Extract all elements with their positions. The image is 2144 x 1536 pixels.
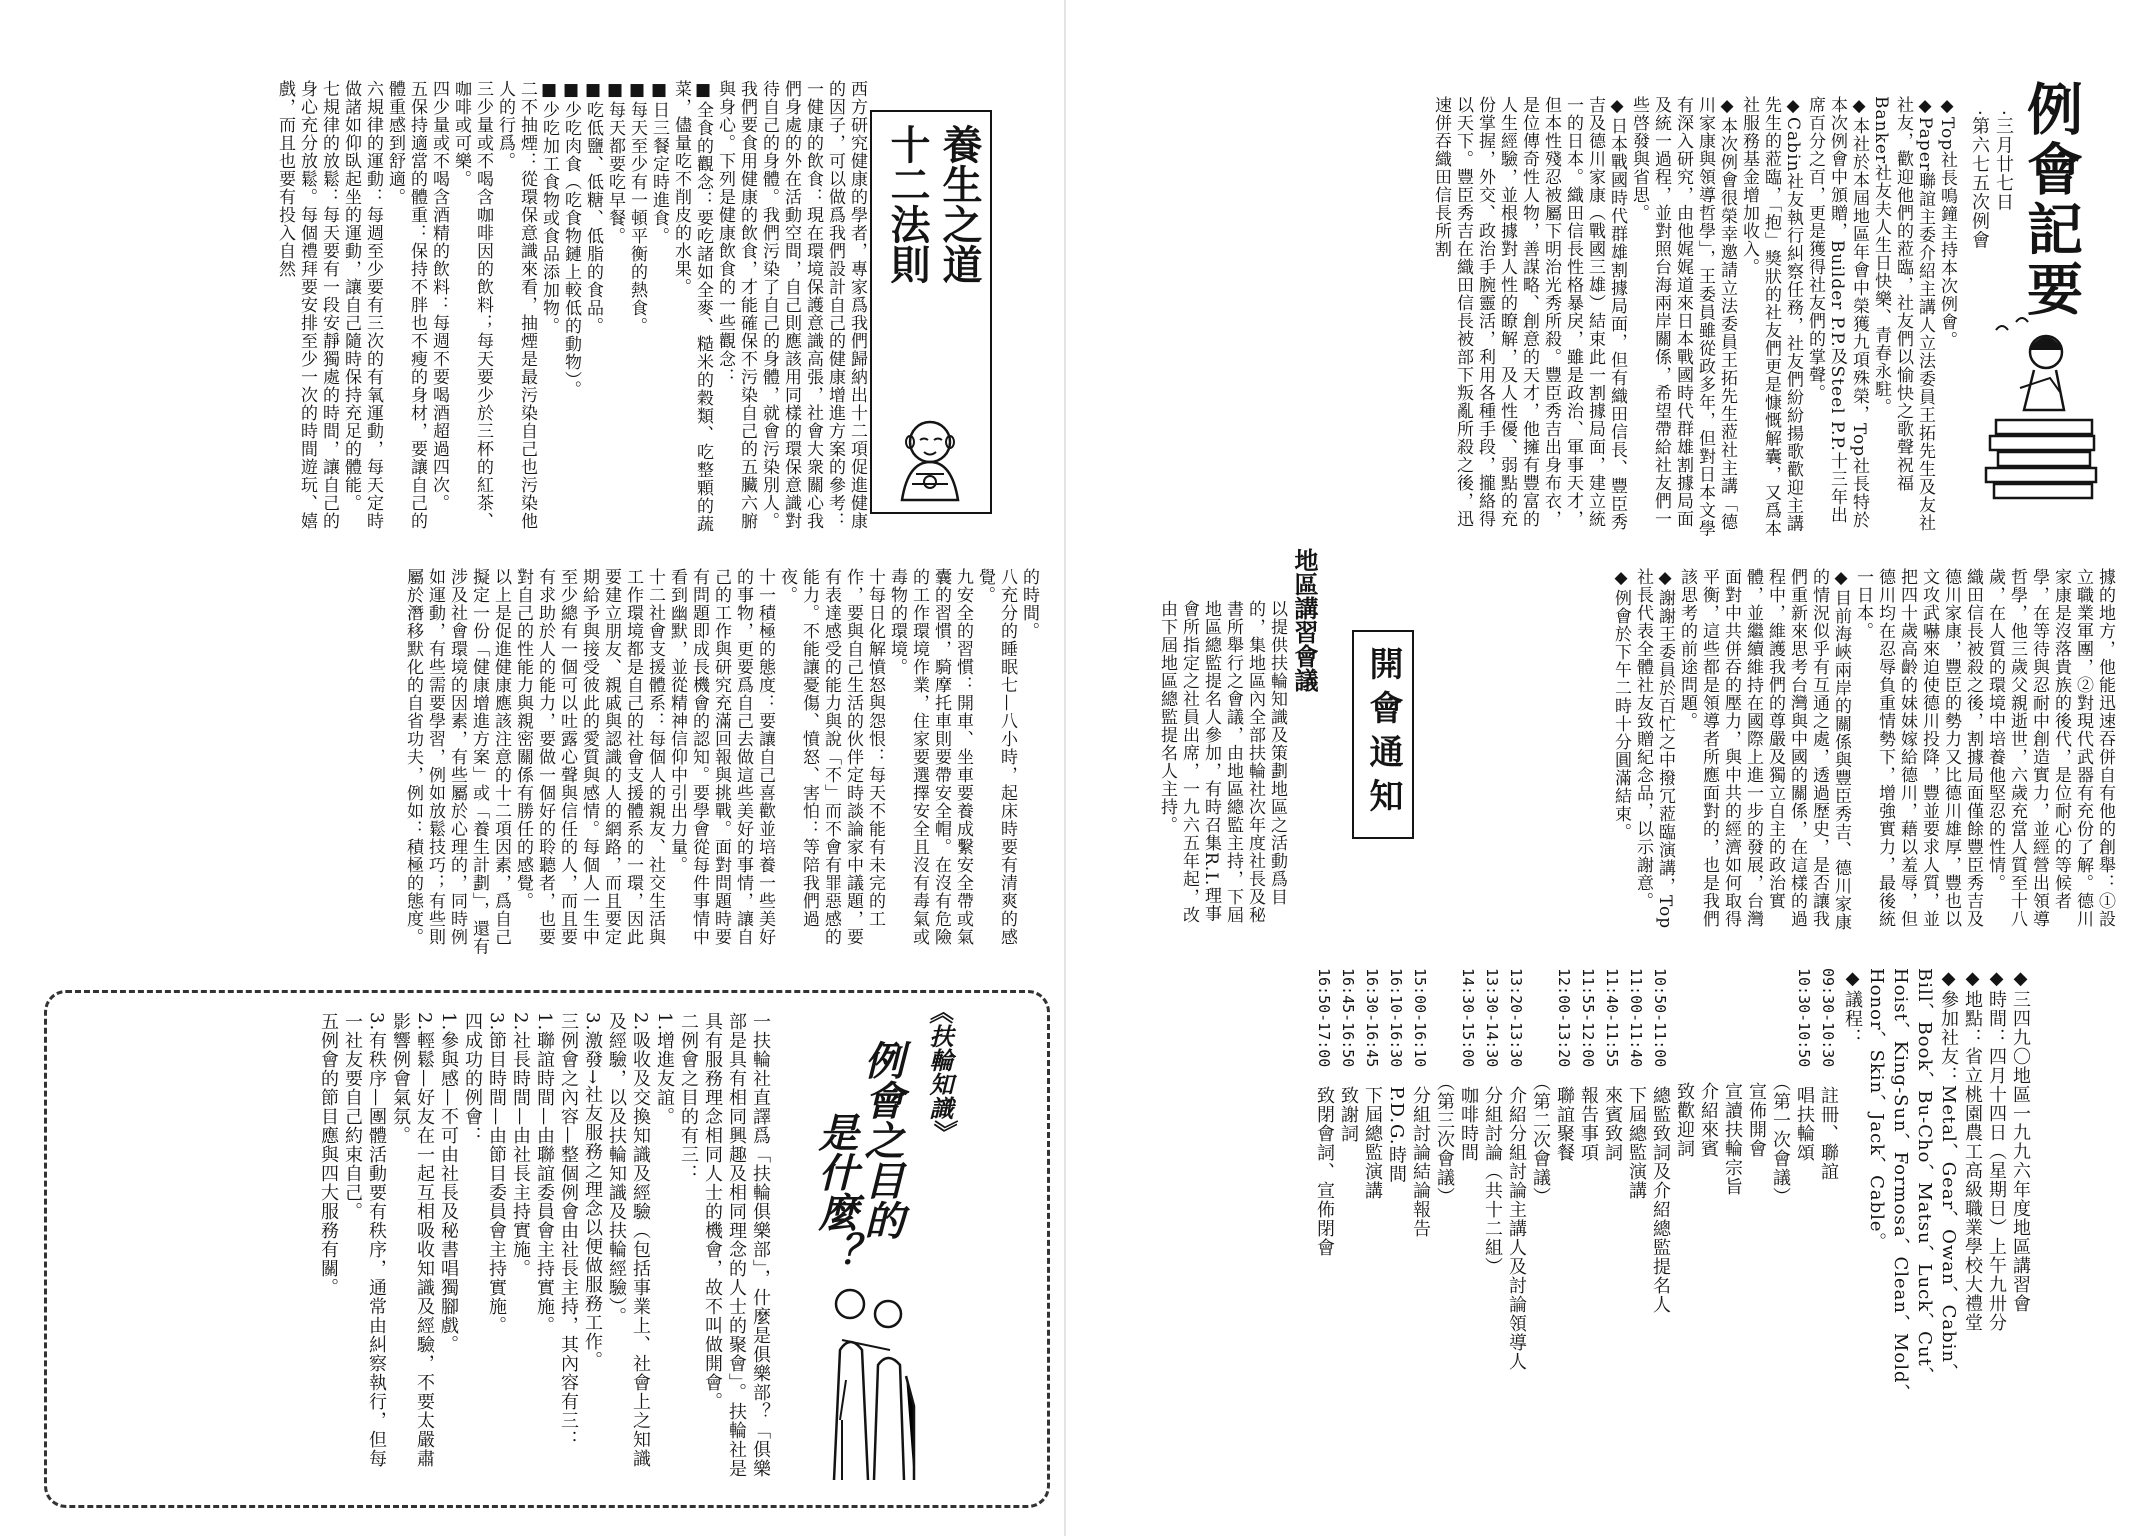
rotary-section-2b: 2.吸收及交換知識及經驗（包括事業上、社會上之知識及經驗，以及扶輪知識及扶輪經驗）。: [606, 1012, 651, 1469]
schedule-item: 總監致詞及介紹總監提名人: [1650, 1086, 1671, 1315]
schedule-row: [1816, 968, 1840, 1420]
rotary-section-3a: 1.聯誼時間—由聯誼委員會主持實施。: [534, 1012, 555, 1336]
schedule-row: [1384, 968, 1408, 1420]
schedule-time: 13:30-14:30: [1483, 968, 1501, 1068]
rotary-section-4c: 3.有秩序—團體活動要有秩序，通常由糾察執行，但每一社友要自己約束自己。: [342, 1012, 387, 1469]
schedule-item: 下屆總監演講: [1626, 1086, 1647, 1201]
schedule-row: [1552, 968, 1576, 1420]
health-title-line1: 養生之道: [936, 124, 982, 284]
health-title-box: [870, 110, 992, 514]
schedule-item: 宣讀扶輪宗旨: [1722, 1082, 1743, 1196]
health-item-2: 二不抽煙：從環保意識來看，抽煙是最污染自己也污染他人的行爲。: [495, 80, 537, 530]
schedule-item: 下屆總監演講: [1362, 1086, 1383, 1201]
schedule-time: 12:00-13:20: [1555, 968, 1573, 1068]
minutes-item-5: ◆本次例會很榮幸邀請立法委員王拓先生蒞社主講「德川家康與領導哲學」，王委員雖從政多年，但對日本文學有深入研究，由他娓娓道來日本戰國時代群雄割據局面及統一過程，並對照台海兩岸關係，希望帶給社友們一些啓發與省思。: [1629, 96, 1737, 538]
schedule-row: [1480, 968, 1504, 1420]
rotary-section-3b: 2.社長時間—由社長主持實施。: [510, 1012, 531, 1279]
health-item-1f: ■少吃肉食（吃食物鏈上較低的動物）。: [561, 80, 581, 399]
monk-illustration: [882, 412, 978, 504]
schedule-time: 11:55-12:00: [1579, 968, 1597, 1068]
training-text: 以提供扶輪知識及策劃地區之活動爲目的，集地區內全部扶輪社次年度社長及秘書所舉行之會議，由地區總監主持，下屆地區總監提名人參加，有時召集R.I.理事會所指定之社員出席，一九六五年起，改由下屆地區總監提名人主持。: [1157, 600, 1287, 924]
schedule-item: （第二次會議）: [1530, 1082, 1551, 1206]
schedule-row: [1696, 968, 1720, 1420]
health-intro: 西方研究健康的學者，專家爲我們歸納出十二項促進健康的因子，可以做爲我們設計自己的健康增進方案的參考：: [825, 80, 867, 530]
schedule-item: 致閉會詞、宣佈閉會: [1314, 1086, 1335, 1258]
notice-time: ◆時間：四月十四日（星期日）上午九卅分: [1986, 968, 2007, 1332]
schedule-time: 16:45-16:50: [1339, 968, 1357, 1068]
health-item-1c: ■每天至少有一頓平衡的熱食。: [627, 80, 647, 335]
minutes-meeting-number: ·第六七五次例會: [1969, 110, 1990, 250]
schedule-item: 咖啡時間: [1458, 1086, 1479, 1163]
schedule-time: 16:50-17:00: [1315, 968, 1333, 1068]
notice-location: ◆地點：省立桃園農工高級職業學校大禮堂: [1962, 968, 1983, 1332]
elderly-couple-illustration: [812, 1280, 922, 1490]
schedule-row: [1576, 968, 1600, 1420]
rotary-section-4b: 2.輕鬆—好友在一起互相吸收知識及經驗，不要太嚴肅影響例會氣氛。: [390, 1012, 435, 1469]
rotary-section-4a: 1.參與感—不可由社長及秘書唱獨腳戲。: [438, 1012, 459, 1355]
rotary-section-5: 五例會的節目應與四大服務有關。: [318, 1012, 339, 1297]
schedule-item: 分組討論結論報告: [1410, 1086, 1431, 1239]
rotary-section-2a: 1.增進友誼。: [654, 1012, 675, 1127]
notice-title-box: [1352, 630, 1414, 839]
minutes-item-3: ◆本社於本屆地區年會中榮獲九項殊榮，Top社長特於本次例會中頒贈，Builder P.P.及Steel P.P.十三年出席百分之百，更是獲得社友們的掌聲。: [1805, 96, 1869, 530]
health-item-9: 九安全的習慣：開車、坐車要養成繫安全帶或氣囊的習慣，騎摩托車則要帶安全帽。在沒有危險的工作環境作業，住家要選擇安全且沒有毒氣或毒物的環境。: [887, 568, 973, 946]
health-item-5: 五保持適當的體重：保持不胖也不瘦的身材，要讓自己的體重感到舒適。: [385, 80, 427, 530]
health-item-6: 六規律的運動：每週至少要有三次的有氧運動，每天定時做諸如仰臥起坐的運動，讓自己隨時保持充足的體能。: [341, 80, 383, 530]
schedule-row: [1360, 968, 1384, 1420]
schedule-row: [1432, 968, 1456, 1420]
minutes-item-1: ◆Top社長鳴鐘主持本次例會。: [1937, 96, 1957, 350]
schedule-row: [1624, 968, 1648, 1420]
schedule-time: 11:40-11:55: [1603, 968, 1621, 1068]
minutes-item-9: ◆謝謝王委員於百忙之中撥冗蒞臨演講，Top社長代表全體社友致贈紀念品，以示謝意。: [1633, 568, 1675, 930]
schedule-time: 13:20-13:30: [1507, 968, 1525, 1068]
schedule-time: 16:10-16:30: [1387, 968, 1405, 1068]
health-item-10: 十每日化解憤怒與怨恨：每天不能有未完的工作，要與自己生活的伙伴定時談論家中議題，要有表達感受的能力與說「不」而不會有罪惡感的能力。不能讓憂傷、憤怒、害怕：等陪我們過夜。: [777, 568, 885, 946]
schedule-row: [1600, 968, 1624, 1420]
health-item-1g: ■少吃加工食物或食品添加物。: [539, 80, 559, 335]
schedule-item: 報告事項: [1578, 1086, 1599, 1163]
health-text-middle: [30, 568, 1040, 958]
schedule-time: 14:30-15:00: [1459, 968, 1477, 1068]
page-fold: [1064, 0, 1066, 1536]
schedule-item: 唱扶輪頌: [1794, 1086, 1815, 1163]
schedule-time: 16:30-16:45: [1363, 968, 1381, 1068]
rotary-section-4: 四成功的例會：: [462, 1012, 483, 1145]
rotary-title-line2: 是什麼？: [812, 1112, 858, 1272]
minutes-date: ·三月廿七日: [1993, 110, 2014, 212]
schedule-row: [1528, 968, 1552, 1420]
health-closing: 以上是促進健康應該注意的十二項因素，爲自己擬定一份「健康增進方案」或「養生計劃」，還有涉及社會環境的因素，有些屬於心理的，同時例如運動，有些需要學習，例如放鬆技巧；有些則屬於潛移默化的自省功夫，例如：積極的態度。: [403, 568, 511, 956]
schedule-row: [1408, 968, 1432, 1420]
health-text-top: [18, 80, 868, 540]
health-title-line2: 十二法則: [884, 124, 930, 284]
health-item-1d: ■每天都要吃早餐。: [605, 80, 625, 245]
schedule-item: （第一次會議）: [1770, 1082, 1791, 1206]
training-title: 地區講習會議: [1290, 548, 1318, 692]
minutes-text-middle: [1420, 568, 2116, 940]
schedule-time: 15:00-16:10: [1411, 968, 1429, 1068]
health-item-7: 七規律的放鬆：每天要有一段安靜獨處的時間，讓自己的身心充分放鬆。每個禮拜要安排至少一次的時間遊玩、嬉戲，而且也要有投入自然: [275, 80, 339, 530]
schedule-item: P.D.G.時間: [1386, 1086, 1407, 1184]
rotary-knowledge-tag: 《扶輪知識》: [925, 1000, 953, 1144]
schedule-row: [1456, 968, 1480, 1420]
notice-title: 開會通知: [1363, 646, 1403, 822]
schedule-row: [1336, 968, 1360, 1420]
schedule-item: （第三次會議）: [1434, 1082, 1455, 1206]
rotary-section-3c: 3.節目時間—由節目委員會主持實施。: [486, 1012, 507, 1336]
schedule-time: 10:30-10:50: [1795, 968, 1813, 1068]
health-item-11: 十一積極的態度：要讓自己喜歡並培養一些美好的事物，更要爲自己去做這些美好的事情，讓自己的工作與研究充滿回報與挑戰。面對問題時要有問題即成長機會的認知。要學會從每件事情中看到幽默，並從精神信仰中引出力量。: [667, 568, 775, 946]
health-item-8: 八充分的睡眠七—八小時，起床時要有清爽的感覺。: [975, 568, 1017, 946]
schedule-time: 11:00-11:40: [1627, 968, 1645, 1068]
notice-agenda-label: ◆議程：: [1842, 968, 1863, 1047]
rotary-section-2c: 3.激發→社友服務之理念以便做服務工作。: [582, 1012, 603, 1371]
schedule-time: 10:50-11:00: [1651, 968, 1669, 1068]
schedule-item: 註冊、聯誼: [1818, 1086, 1839, 1182]
rotary-knowledge-text: [62, 1012, 772, 1482]
minutes-text-top: [1150, 96, 1958, 541]
schedule-row: [1504, 968, 1528, 1420]
health-item-1a: ■全食的觀念：要吃諸如全麥、糙米的穀類、吃整顆的蔬菜，儘量吃不削皮的水果。: [671, 80, 713, 533]
health-item-7-cont: 的時間。: [1019, 568, 1039, 640]
schedule-row: [1792, 968, 1816, 1420]
minutes-item-6: ◆日本戰國時代群雄割據局面，但有織田信長、豐臣秀吉及德川家康（戰國三雄）結束此一割據局面，建立統一的日本。織田信長性格暴戾，雖是政治、軍事天才，但本性殘忍被屬下明治光秀所殺。豐臣秀吉出身布衣，是位傳奇性人物，善謀略、創意的天才，他擁有豐富的人生經驗，並根據對人性的瞭解，及人性優、弱點的充份掌握，外交、政治手腕靈活，利用各種手段，攏絡得以天下。豐臣秀吉在織田信長被部下叛亂所殺之後，迅速併吞織田信長所割: [1431, 96, 1627, 531]
minutes-item-8: ◆目前海峽兩岸的關係與豐臣秀吉、德川家康的情況似乎有互通之處，透過歷史，是否讓我們重新來思考台灣與中國的關係，在這樣的過程中，維護我們的尊嚴及獨立自主的政治實體，並繼續維持在國際上進一步的發展，台灣面對中共併吞的壓力，與中共的經濟如何取得平衡，這些都是領導者所應面對的，也是我們該思考的前途問題。: [1677, 568, 1851, 931]
schedule-item: 聯誼聚餐: [1554, 1086, 1575, 1163]
schedule-row: [1768, 968, 1792, 1420]
minutes-item-7: 織田信長被殺之後，割據局面僅餘豐臣秀吉及德川家康，豐臣的勢力又比德川雄厚，豐也以文攻武嚇來迫使德川投降，豐並要求人質，並把四十歲高齡的妹妹嫁給德川，藉以羞辱，但德川均在忍辱負重情勢下，增強實力，最後統一日本。: [1853, 568, 1983, 928]
notice-details: [1150, 968, 2032, 1420]
health-item-12: 十二社會支援體系：每個人的親友、社交生活與工作環境都是自己的社會支援體系的一環，因此要建立朋友、親戚與認識的人的網路，而且要定期給予與接受彼此的愛質與感情。每個人一生中至少總有一個可以吐露心聲與信任的人，而且要有求助於人的能力，要做一個好的聆聽者，也要對自己的性能力與親密關係有勝任的感覺。: [513, 568, 665, 946]
reading-girl-illustration: [1976, 300, 2108, 500]
notice-attendees: ◆參加社友：Metal、Gear、Owan、Cabin、Bill、Book、Bu-Cho、Matsu、Luck、Cut、Hoist、King-Sun、Formosa、Clean、Mold、Honor、Skin、Jack、Cable。: [1866, 968, 1959, 1403]
rotary-title-line1: 例會之目的: [858, 1040, 904, 1240]
health-item-4: 四少量或不喝含酒精的飲料：每週不要喝酒超過四次。: [429, 80, 449, 512]
rotary-section-1: 一扶輪社直譯爲「扶輪俱樂部」，什麼是俱樂部？「俱樂部是具有相同興趣及相同理念的人士的聚會」。扶輪社是具有服務理念相同人士的機會，故不叫做開會。: [702, 1012, 771, 1478]
schedule-item: 致謝詞: [1338, 1086, 1359, 1144]
schedule-row: [1672, 968, 1696, 1420]
health-item-3: 三少量或不喝含咖啡因的飲料；每天要少於三杯的紅茶、咖啡或可樂。: [451, 80, 493, 530]
schedule-row: [1648, 968, 1672, 1420]
schedule-row: [1312, 968, 1336, 1420]
minutes-item-2: ◆Paper聯誼主委介紹主講人立法委員王拓先生及友社社友，歡迎他們的蒞臨，社友們以愉快之歌聲祝福Banker社友夫人生日快樂、青春永駐。: [1871, 96, 1935, 532]
rotary-section-2: 二例會之目的有三：: [678, 1012, 699, 1183]
schedule-item: 來賓致詞: [1602, 1086, 1623, 1163]
minutes-item-10: ◆例會於下午二時十分圓滿結束。: [1611, 568, 1631, 841]
schedule-row: [1720, 968, 1744, 1420]
rotary-section-3: 三例會之內容—整個例會由社長主持，其內容有三：: [558, 1012, 579, 1449]
schedule-item: 致歡迎詞: [1674, 1082, 1695, 1158]
health-item-1: 一健康的飲食：現在環境保護意識高張，社會大衆關心我們身處的外在活動空間，自己則應該用同樣的環保意識對待自己的身體。我們污染了自己的身體，就會污染別人。我們要食用健康的飲食，才能確保不污染自己的五臟六腑與身心。下列是健康飲食的一些觀念：: [715, 80, 823, 530]
schedule-item: 介紹分組討論主講人及討論領導人: [1506, 1086, 1527, 1372]
schedule-item: 介紹來賓: [1698, 1082, 1719, 1158]
minutes-item-4: ◆Cabin社友執行糾察任務，社友們紛紛揚歌歡迎主講先生的蒞臨，「抱」獎狀的社友們更是慷慨解囊，又爲本社服務基金增加收入。: [1739, 96, 1803, 538]
health-item-1e: ■吃低鹽、低糖、低脂的食品。: [583, 80, 603, 335]
schedule-item: 宣佈開會: [1746, 1082, 1767, 1158]
minutes-title: 例會記要: [2018, 80, 2083, 320]
schedule-row: [1744, 968, 1768, 1420]
notice-district-meeting: ◆三四九〇地區一九九六年度地區講習會: [2010, 968, 2031, 1313]
health-item-1b: ■日三餐定時進食。: [649, 80, 669, 245]
schedule-item: 分組討論（共十二組）: [1482, 1086, 1503, 1277]
minutes-item-6-cont: 據的地方，他能迅速吞併自有他的創舉：①設立職業軍團，②對現代武器有充份了解。德川家康是沒落貴族的後代，是位耐心的等候者學，在等待與忍耐中創造實力，並經營出領導哲學，他三歲父親逝世，六歲充當人質至十八歲，在人質的環境中培養他堅忍的性情。: [1985, 568, 2115, 928]
schedule-time: 09:30-10:30: [1819, 968, 1837, 1068]
